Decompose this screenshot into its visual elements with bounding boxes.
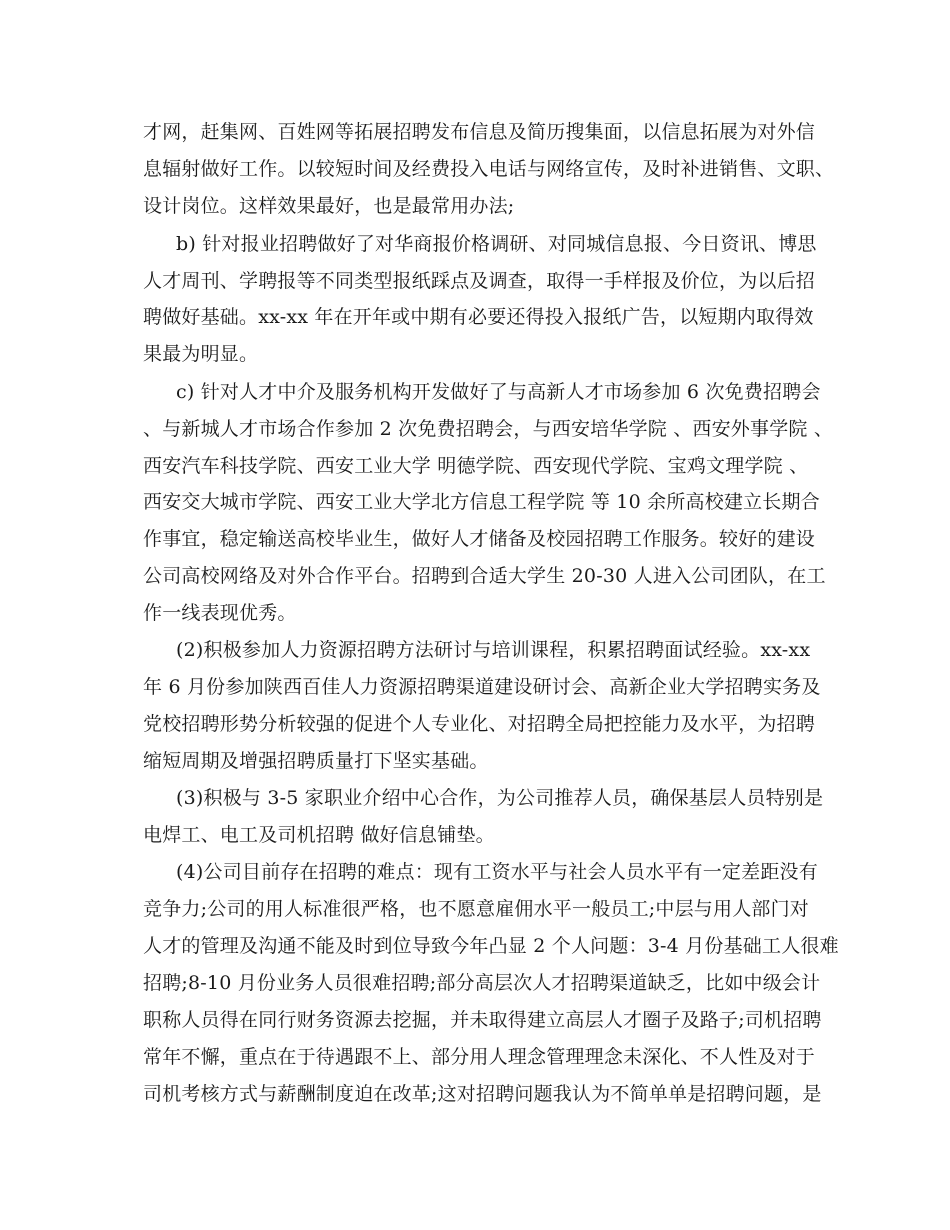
text-line: 职称人员得在同行财务资源去挖掘，并未取得建立高层人才圈子及路子;司机招聘 xyxy=(143,1009,822,1031)
text-line: 西安交大城市学院、西安工业大学北方信息工程学院 等 10 余所高校建立长期合 xyxy=(143,491,820,513)
text-line: 聘做好基础。xx-xx 年在开年或中期有必要还得投入报纸广告，以短期内取得效 xyxy=(143,306,814,328)
text-line: 公司高校网络及对外合作平台。招聘到合适大学生 20-30 人进入公司团队，在工 xyxy=(143,565,826,587)
text-line: (4)公司目前存在招聘的难点：现有工资水平与社会人员水平有一定差距没有 xyxy=(176,861,818,883)
text-line: 息辐射做好工作。以较短时间及经费投入电话与网络宣传，及时补进销售、文职、 xyxy=(143,158,835,180)
text-line: 果最为明显。 xyxy=(143,343,259,365)
text-line: 竞争力;公司的用人标准很严格，也不愿意雇佣水平一般员工;中层与用人部门对 xyxy=(143,898,810,920)
text-line: 作事宜，稳定输送高校毕业生，做好人才储备及校园招聘工作服务。较好的建设 xyxy=(143,528,816,550)
text-line: 司机考核方式与薪酬制度迫在改革;这对招聘问题我认为不简单单是招聘问题，是 xyxy=(143,1083,822,1105)
text-line: 才网，赶集网、百姓网等拓展招聘发布信息及简历搜集面，以信息拓展为对外信 xyxy=(143,121,816,143)
text-line: 作一线表现优秀。 xyxy=(143,602,297,624)
text-line: b) 针对报业招聘做好了对华商报价格调研、对同城信息报、今日资讯、博思 xyxy=(176,233,817,255)
text-line: 缩短周期及增强招聘质量打下坚实基础。 xyxy=(143,750,489,772)
text-line: 、与新城人才市场合作参加 2 次免费招聘会，与西安培华学院 、西安外事学院 、 xyxy=(143,418,834,440)
text-line: 西安汽车科技学院、西安工业大学 明德学院、西安现代学院、宝鸡文理学院 、 xyxy=(143,455,809,477)
text-line: 人才周刊、学聘报等不同类型报纸踩点及调查，取得一手样报及价位，为以后招 xyxy=(143,270,816,292)
text-line: 人才的管理及沟通不能及时到位导致今年凸显 2 个人问题：3-4 月份基础工人很难 xyxy=(143,935,839,957)
text-line: (3)积极与 3-5 家职业介绍中心合作，为公司推荐人员，确保基层人员特别是 xyxy=(176,787,824,809)
text-line: 常年不懈，重点在于待遇跟不上、部分用人理念管理理念未深化、不人性及对于 xyxy=(143,1046,816,1068)
text-line: 党校招聘形势分析较强的促进个人专业化、对招聘全局把控能力及水平，为招聘 xyxy=(143,713,816,735)
text-line: c) 针对人才中介及服务机构开发做好了与高新人才市场参加 6 次免费招聘会 xyxy=(176,381,821,403)
text-line: 招聘;8-10 月份业务人员很难招聘;部分高层次人才招聘渠道缺乏，比如中级会计 xyxy=(143,972,821,994)
text-line: 年 6 月份参加陕西百佳人力资源招聘渠道建设研讨会、高新企业大学招聘实务及 xyxy=(143,676,821,698)
text-line: (2)积极参加人力资源招聘方法研讨与培训课程，积累招聘面试经验。xx-xx xyxy=(176,639,811,661)
text-line: 设计岗位。这样效果最好，也是最常用办法; xyxy=(143,195,515,217)
text-line: 电焊工、电工及司机招聘 做好信息铺垫。 xyxy=(143,824,495,846)
